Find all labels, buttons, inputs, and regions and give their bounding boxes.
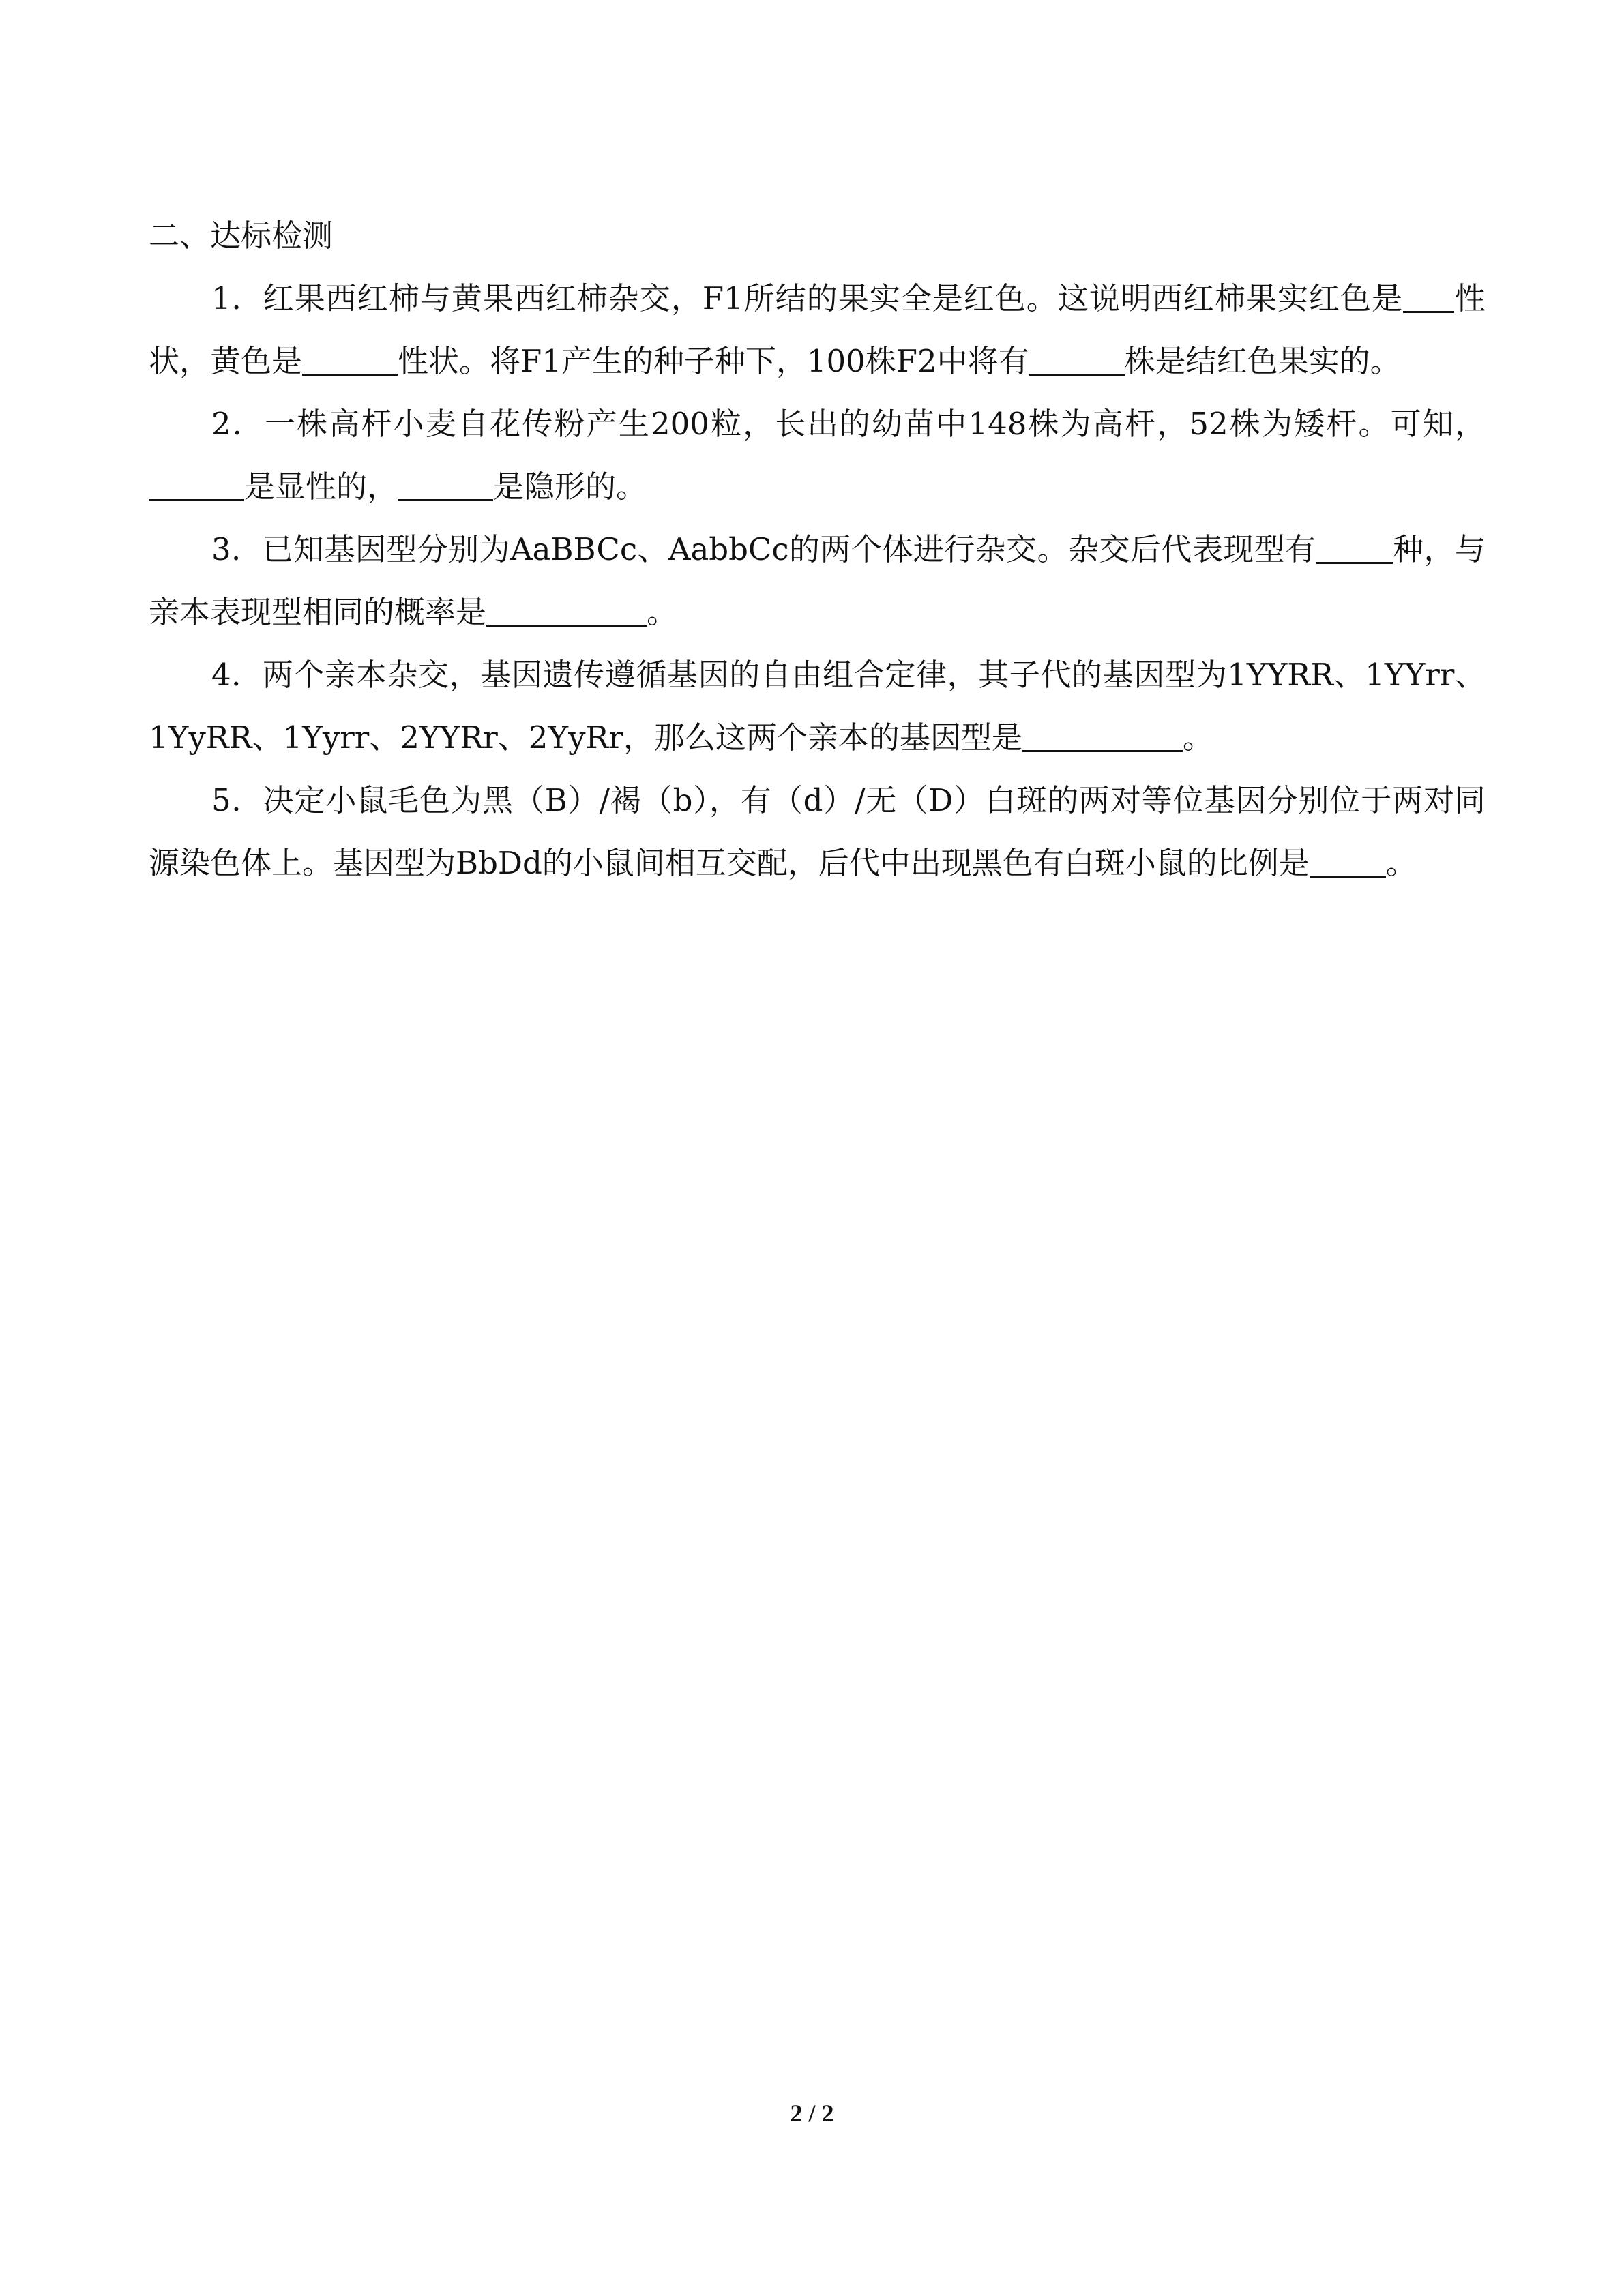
question-3-text-b: 种，与亲本表现型相同的概率是 [149, 531, 1486, 630]
page-content [149, 205, 1486, 895]
question-2-text-b: 是显性的， [244, 468, 398, 505]
answer-blank-4a[interactable] [1022, 715, 1183, 752]
answer-blank-5a[interactable] [1310, 840, 1386, 878]
question-4 [149, 644, 1486, 769]
question-5-text-b: 。 [1385, 845, 1417, 881]
question-3 [149, 518, 1486, 644]
answer-blank-1a[interactable] [1403, 275, 1454, 313]
answer-blank-1c[interactable] [1029, 338, 1125, 376]
question-2-text-c: 是隐形的。 [493, 468, 647, 505]
question-2 [149, 393, 1486, 518]
question-2-text-a: 2．一株高杆小麦自花传粉产生200粒，长出的幼苗中148株为高杆，52株为矮杆。可知， [211, 406, 1486, 442]
answer-blank-1b[interactable] [302, 338, 398, 376]
question-4-text-b: 。 [1182, 719, 1213, 756]
question-3-text-a: 3．已知基因型分别为AaBBCc、AabbCc的两个体进行杂交。杂交后代表现型有 [211, 531, 1316, 567]
section-title: 二、达标检测 [149, 218, 334, 254]
question-5-text-a: 5．决定小鼠毛色为黑（B）/褐（b），有（d）/无（D）白斑的两对等位基因分别位于两对同源染色体上。基因型为BbDd的小鼠间相互交配，后代中出现黑色有白斑小鼠的比例是 [149, 782, 1486, 881]
answer-blank-2a[interactable] [149, 464, 244, 501]
question-1-text-a: 1．红果西红柿与黄果西红柿杂交，F1所结的果实全是红色。这说明西红柿果实红色是 [211, 280, 1403, 316]
question-5 [149, 769, 1486, 895]
answer-blank-3b[interactable] [486, 589, 647, 627]
answer-blank-2b[interactable] [398, 464, 493, 501]
question-3-text-c: 。 [647, 594, 678, 630]
page-number: 2 / 2 [790, 2100, 834, 2127]
question-1 [149, 267, 1486, 393]
question-4-text-a: 4．两个亲本杂交，基因遗传遵循基因的自由组合定律，其子代的基因型为1YYRR、1YYrr、1YyRR、1Yyrr、2YYRr、2YyRr，那么这两个亲本的基因型是 [149, 657, 1486, 756]
question-1-text-b: 性状，黄色是 [149, 280, 1486, 379]
answer-blank-3a[interactable] [1316, 526, 1393, 564]
question-1-text-d: 株是结红色果实的。 [1124, 343, 1401, 379]
question-1-text-c: 性状。将F1产生的种子种下，100株F2中将有 [398, 343, 1029, 379]
